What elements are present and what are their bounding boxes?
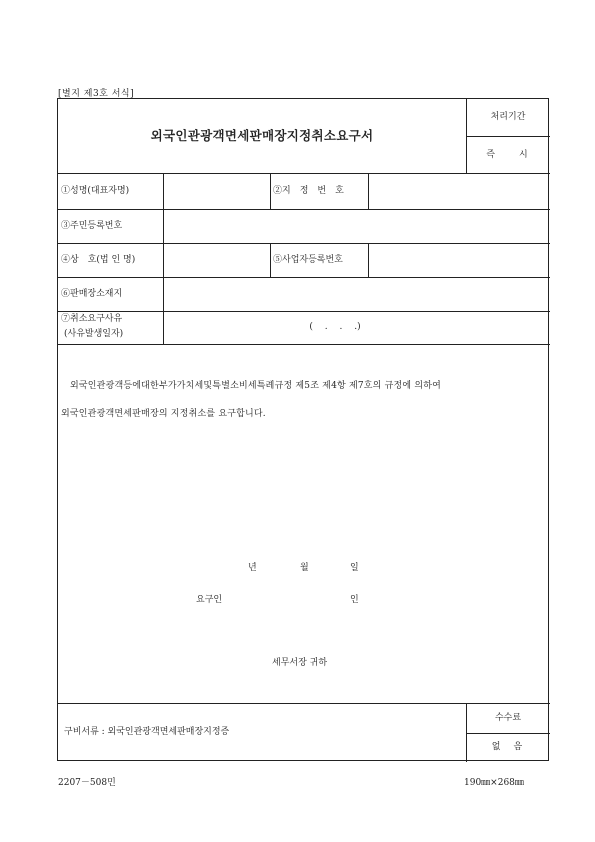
row3-mid-divider — [270, 243, 271, 277]
row-line-6 — [58, 344, 550, 345]
addressee: 세무서장 귀하 — [272, 658, 328, 668]
trade-name-label: ④상 호(법 인 명) — [61, 255, 136, 265]
date-day: 일 — [350, 563, 359, 573]
requester-seal: 인 — [350, 595, 359, 605]
row1-label2-divider — [368, 173, 369, 209]
cancel-reason-label: ⑦취소요구사유 — [61, 314, 123, 324]
row-line-2 — [58, 209, 550, 210]
statement-line-1: 외국인관광객등에대한부가가치세및특별소비세특례규정 제5조 제4항 제7호의 규정에 의하여 — [70, 381, 442, 391]
reason-date-label: (사유발생일자) — [64, 329, 124, 339]
row-line-7 — [58, 703, 550, 704]
row-line-1 — [58, 173, 550, 174]
row-line-5 — [58, 311, 550, 312]
required-documents: 구비서류 : 외국인관광객면세판매장지정증 — [64, 727, 230, 737]
fee-mid-line — [466, 733, 550, 734]
business-registration-label: ⑤사업자등록번호 — [273, 255, 343, 265]
paper-size: 190㎜×268㎜ — [464, 778, 524, 788]
row-line-4 — [58, 277, 550, 278]
processing-period-value: 즉 시 — [486, 150, 530, 160]
store-location-label: ⑥판매장소재지 — [61, 289, 123, 299]
form-title: 외국인관광객면세판매장지정취소요구서 — [150, 128, 374, 143]
requester-label: 요구인 — [196, 595, 223, 605]
date-year: 년 — [248, 563, 257, 573]
processing-period-header: 처리기간 — [490, 112, 526, 122]
processing-divider — [466, 136, 550, 137]
statement-line-2: 외국인관광객면세판매장의 지정취소를 요구합니다. — [61, 409, 266, 419]
fee-value: 없 음 — [491, 742, 525, 752]
form-frame — [57, 98, 549, 761]
designation-number-label: ②지 정 번 호 — [273, 186, 344, 196]
form-number-label: [별지 제3호 서식] — [58, 89, 135, 99]
row3-label2-divider — [368, 243, 369, 277]
date-month: 월 — [300, 563, 309, 573]
fee-header: 수수료 — [494, 713, 522, 723]
resident-number-label: ③주민등록번호 — [61, 221, 123, 231]
form-code: 2207－508민 — [58, 778, 116, 788]
name-label: ①성명(대표자명) — [61, 186, 130, 196]
row-line-3 — [58, 243, 550, 244]
row1-mid-divider — [270, 173, 271, 209]
reason-date-value[interactable]: ( . . .) — [309, 322, 361, 332]
label-column-divider — [163, 173, 164, 344]
